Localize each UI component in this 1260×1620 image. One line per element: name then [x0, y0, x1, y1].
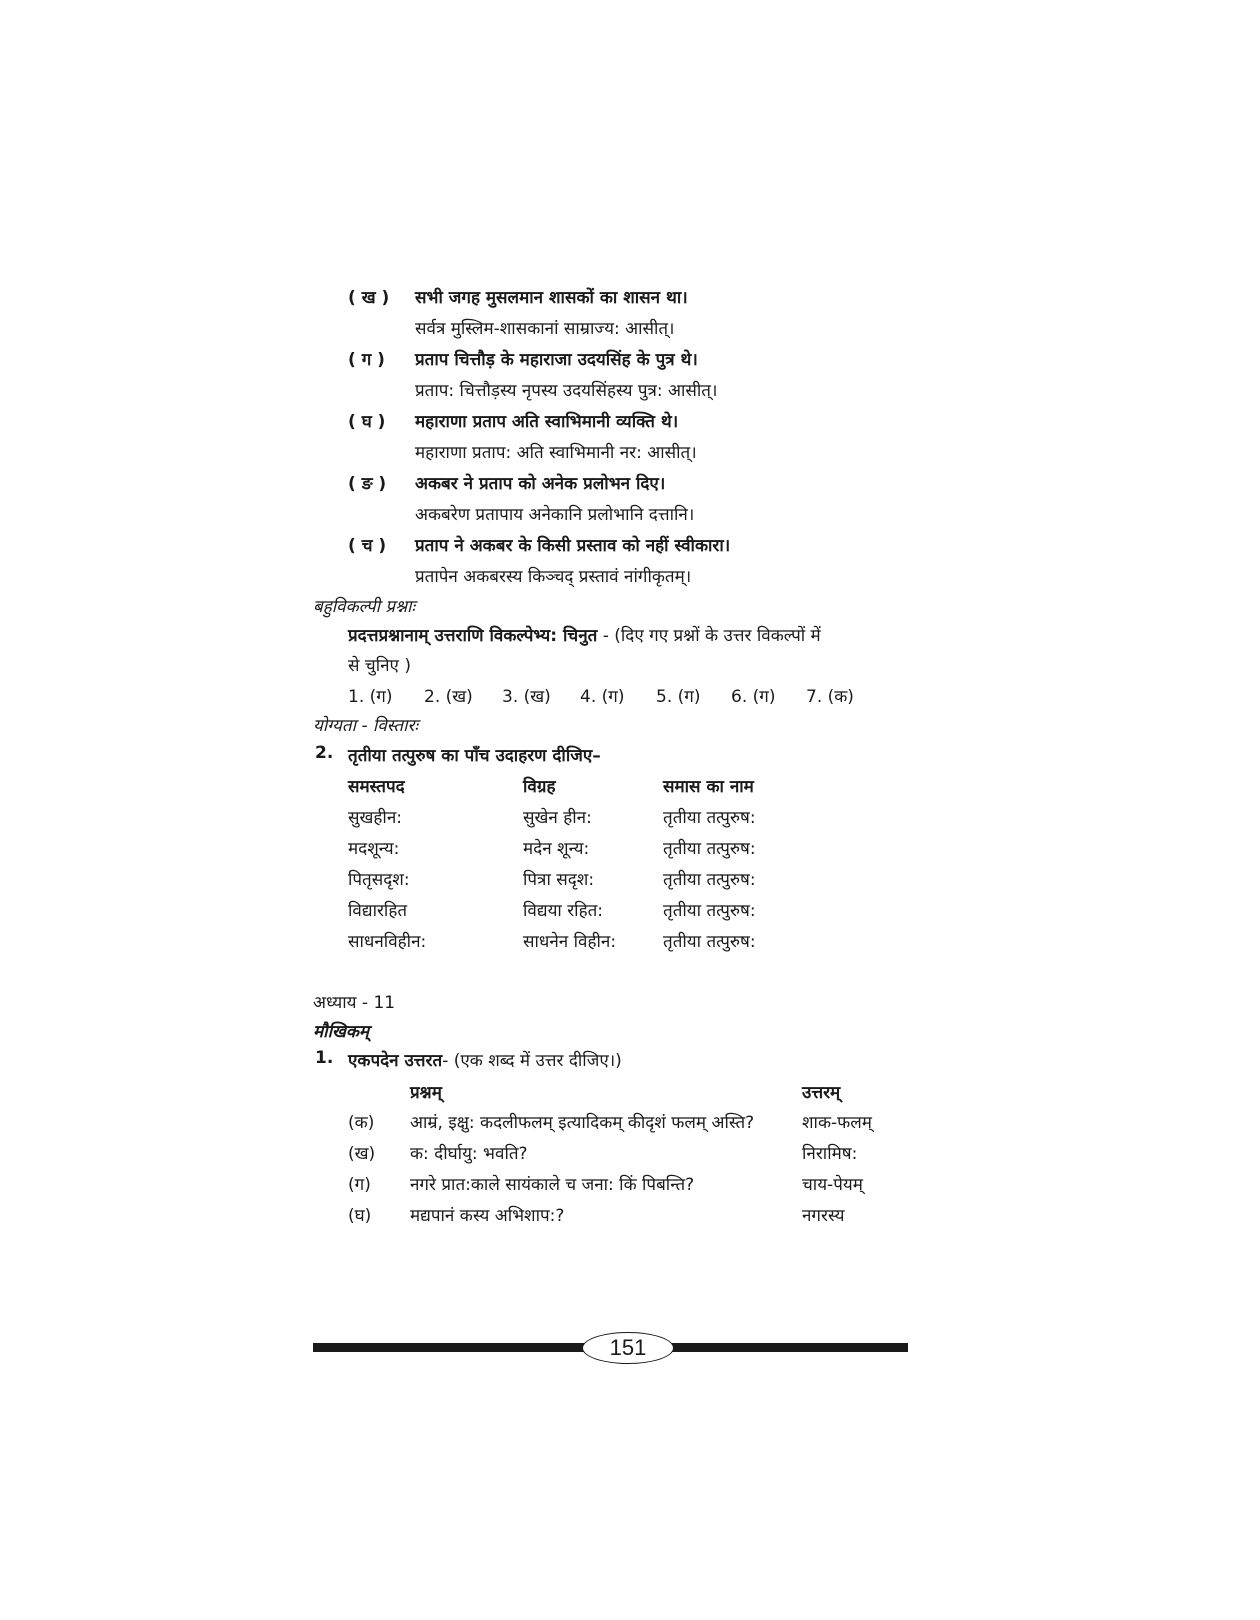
- qa-answer: चाय-पेयम्: [802, 1175, 863, 1195]
- mcq-answer: 2. (ख): [424, 687, 473, 707]
- mcq-instruction-rest: - (दिए गए प्रश्नों के उत्तर विकल्पों में: [597, 626, 821, 646]
- table-cell: मदेन शून्य:: [523, 839, 590, 859]
- oral-question-number: 1.: [315, 1048, 334, 1068]
- sentence-hindi: प्रताप ने अकबर के किसी प्रस्ताव को नहीं स्वीकारा।: [415, 536, 731, 556]
- sentence-hindi: महाराणा प्रताप अति स्वाभिमानी व्यक्ति थे।: [415, 412, 679, 432]
- sentence-hindi: अकबर ने प्रताप को अनेक प्रलोभन दिए।: [415, 474, 666, 494]
- sentence-sanskrit: प्रतापेन अकबरस्य किञ्चद् प्रस्तावं नांगीकृतम्।: [415, 567, 692, 587]
- column-header: विग्रह: [523, 777, 556, 797]
- qa-answer: निरामिष:: [802, 1144, 858, 1164]
- table-cell: विद्यारहित: [348, 901, 408, 921]
- qa-question: क: दीर्घायु: भवति?: [410, 1144, 528, 1164]
- mcq-answer: 3. (ख): [502, 687, 551, 707]
- sentence-mark: ( घ ): [348, 412, 386, 432]
- table-cell: विद्यया रहित:: [523, 901, 604, 921]
- qa-question: आम्रं, इक्षु: कदलीफलम् इत्यादिकम् कीदृशं फलम् अस्ति?: [410, 1113, 755, 1133]
- mcq-answer: 6. (ग): [731, 687, 776, 707]
- sentence-mark: ( ख ): [348, 288, 390, 308]
- qa-question: मद्यपानं कस्य अभिशाप:?: [410, 1206, 565, 1226]
- oral-instruction-bold: एकपदेन उत्तरत: [348, 1051, 443, 1071]
- sentence-mark: ( ग ): [348, 350, 385, 370]
- column-header: समास का नाम: [663, 777, 754, 797]
- table-cell: पित्रा सदृश:: [523, 870, 595, 890]
- column-header: समस्तपद: [348, 777, 405, 797]
- sentence-sanskrit: प्रताप: चित्तौड़स्य नृपस्य उदयसिंहस्य पुत्र: आसीत्।: [415, 381, 718, 401]
- column-header: उत्तरम्: [802, 1083, 841, 1103]
- page-number: 151: [582, 1332, 674, 1364]
- sentence-mark: ( ङ ): [348, 474, 387, 494]
- qa-mark: (ख): [348, 1144, 376, 1164]
- table-cell: पितृसदृश:: [348, 870, 410, 890]
- sentence-sanskrit: महाराणा प्रताप: अति स्वाभिमानी नर: आसीत्।: [415, 443, 697, 463]
- table-cell: तृतीया तत्पुरुष:: [663, 870, 756, 890]
- qa-mark: (क): [348, 1113, 375, 1133]
- table-cell: साधनविहीन:: [348, 932, 427, 952]
- column-header: प्रश्नम्: [410, 1083, 442, 1103]
- footer-rule-left: [313, 1343, 585, 1352]
- sentence-mark: ( च ): [348, 536, 387, 556]
- mcq-instruction: [348, 623, 821, 646]
- sentence-sanskrit: अकबरेण प्रतापाय अनेकानि प्रलोभानि दत्तानि।: [415, 505, 695, 525]
- mcq-instruction-bold: प्रदत्तप्रश्नानाम् उत्तराणि विकल्पेभ्य: चिनुत: [348, 626, 598, 646]
- mcq-answer: 4. (ग): [580, 687, 625, 707]
- qa-answer: नगरस्य: [802, 1206, 845, 1226]
- oral-instruction-rest: - (एक शब्द में उत्तर दीजिए।): [442, 1051, 622, 1071]
- mcq-answer: 7. (क): [806, 687, 854, 707]
- mcq-answer: 1. (ग): [348, 687, 393, 707]
- extension-heading: योग्यता - विस्तारः: [313, 716, 418, 736]
- mcq-answer: 5. (ग): [656, 687, 701, 707]
- table-cell: सुखेन हीन:: [523, 808, 592, 828]
- table-cell: मदशून्य:: [348, 839, 400, 859]
- sentence-hindi: प्रताप चित्तौड़ के महाराजा उदयसिंह के पुत्र थे।: [415, 350, 698, 370]
- table-cell: साधनेन विहीन:: [523, 932, 617, 952]
- table-cell: सुखहीन:: [348, 808, 402, 828]
- qa-mark: (ग): [348, 1175, 371, 1195]
- sentence-hindi: सभी जगह मुसलमान शासकों का शासन था।: [415, 288, 688, 308]
- chapter-title: अध्याय - 11: [313, 993, 396, 1013]
- mcq-instruction-line2: से चुनिए ): [348, 656, 411, 676]
- chapter-subtitle: मौखिकम्: [313, 1022, 370, 1042]
- oral-instruction: [348, 1048, 622, 1071]
- qa-question: नगरे प्रात:काले सायंकाले च जना: किं पिबन्ति?: [410, 1175, 695, 1195]
- qa-answer: शाक-फलम्: [802, 1113, 872, 1133]
- extension-question-number: 2.: [315, 743, 334, 763]
- footer-rule-right: [670, 1343, 908, 1352]
- table-cell: तृतीया तत्पुरुष:: [663, 839, 756, 859]
- table-cell: तृतीया तत्पुरुष:: [663, 808, 756, 828]
- qa-mark: (घ): [348, 1206, 372, 1226]
- sentence-sanskrit: सर्वत्र मुस्लिम-शासकानां साम्राज्य: आसीत्।: [415, 319, 675, 339]
- extension-question: तृतीया तत्पुरुष का पाँच उदाहरण दीजिए–: [348, 746, 601, 766]
- mcq-heading: बहुविकल्पी प्रश्नाः: [313, 597, 415, 617]
- table-cell: तृतीया तत्पुरुष:: [663, 901, 756, 921]
- table-cell: तृतीया तत्पुरुष:: [663, 932, 756, 952]
